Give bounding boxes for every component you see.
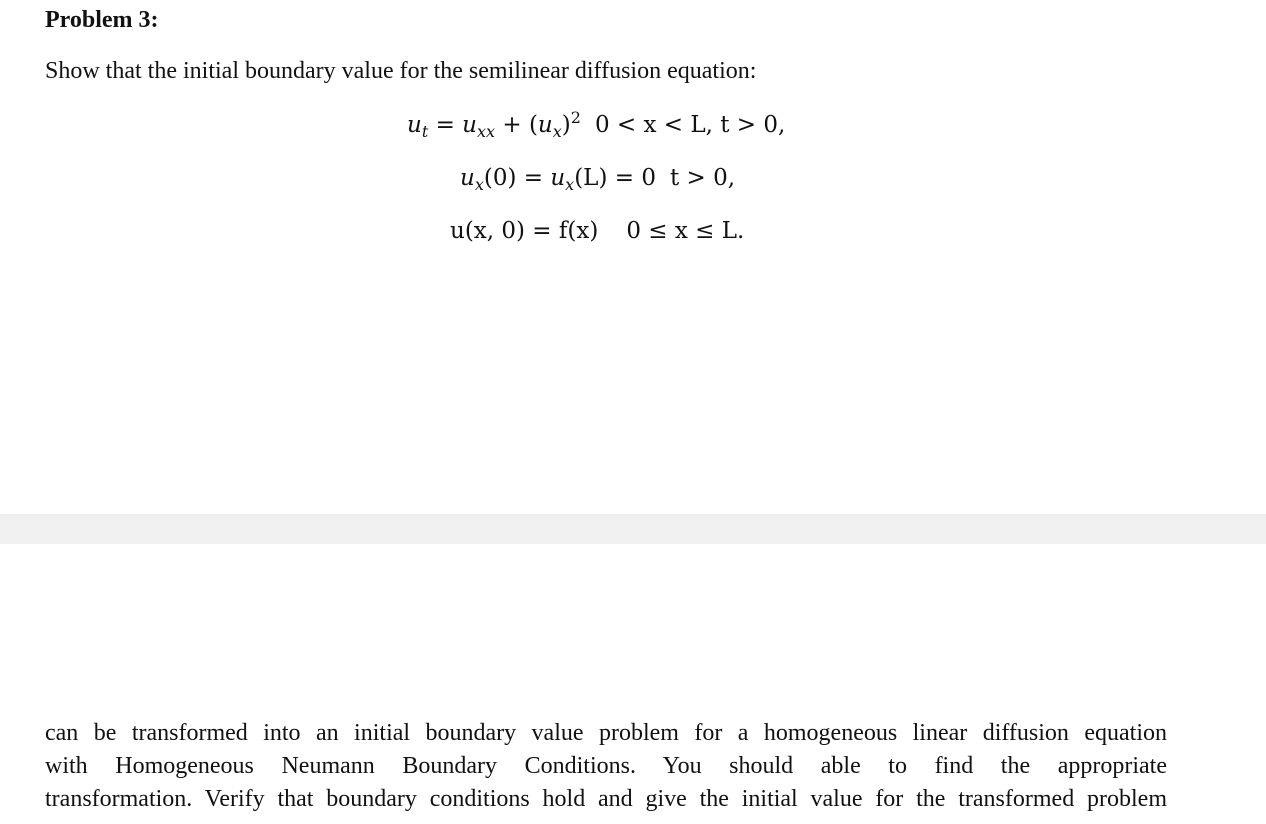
eq2-u: u (460, 165, 475, 191)
eq3-lhs: u(x, 0) = f(x) (450, 218, 599, 244)
eq1-u2: u (462, 112, 477, 138)
eq1-close-paren: ) (561, 112, 571, 138)
eq2-condition: t > 0, (669, 165, 736, 191)
eq2-arg0: (0) = (483, 165, 551, 191)
equation-boundary-conditions (460, 163, 735, 193)
equation-initial-condition (450, 216, 744, 246)
eq2-sub-x2: x (565, 175, 575, 194)
eq1-u3: u (537, 112, 553, 138)
eq1-exponent: 2 (570, 108, 581, 127)
eq1-equals: = (428, 112, 463, 138)
continuation-line-1: can be transformed into an initial boundary value problem for a homogeneous linear diffusion equation (45, 720, 1167, 746)
eq1-plus: + ( (495, 112, 538, 138)
eq1-u: u (407, 112, 422, 138)
eq1-domain: 0 < x < L, t > 0, (594, 112, 786, 138)
eq2-sub-x: x (474, 175, 484, 194)
eq3-condition: 0 ≤ x ≤ L. (626, 218, 745, 244)
equation-diffusion (407, 110, 785, 140)
page-break-gap (0, 514, 1266, 544)
problem-heading: Problem 3: (45, 7, 159, 33)
continuation-paragraph (45, 717, 1167, 816)
continuation-line-2: with Homogeneous Neumann Boundary Conditions. You should able to find the appropriate (45, 753, 1167, 779)
eq1-sub-xx: xx (477, 122, 496, 141)
problem-intro-text: Show that the initial boundary value for the semilinear diffusion equation: (45, 58, 757, 84)
eq1-sub-t: t (421, 122, 429, 141)
eq2-argL: (L) = 0 (574, 165, 656, 191)
eq1-sub-x: x (552, 122, 562, 141)
eq2-u2: u (550, 165, 566, 191)
continuation-line-3: transformation. Verify that boundary conditions hold and give the initial value for the transformed problem (45, 786, 1167, 812)
